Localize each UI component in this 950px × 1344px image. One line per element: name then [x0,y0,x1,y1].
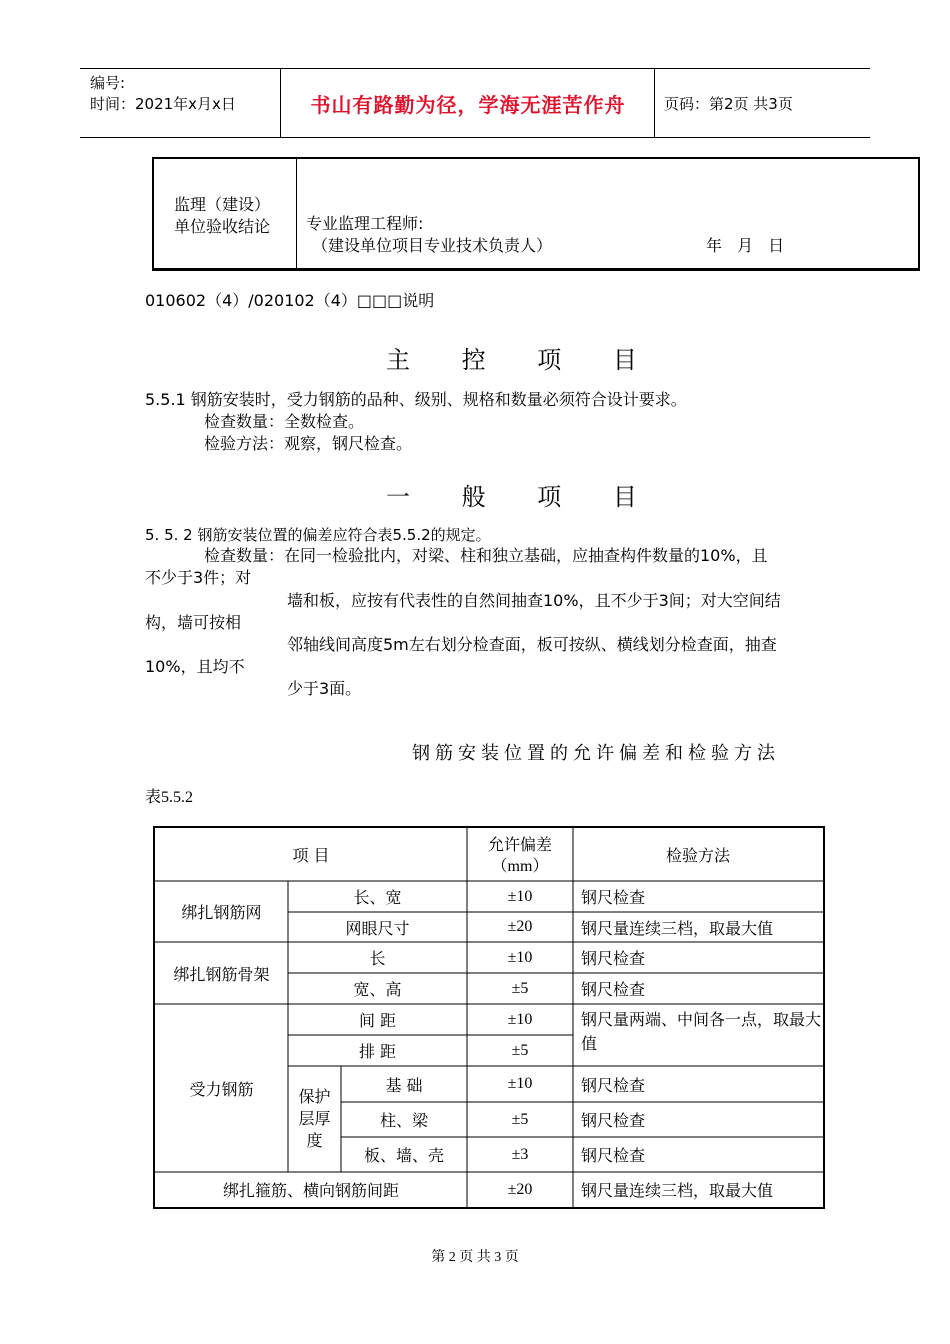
clause-552-line2: 墙和板，应按有代表性的自然间抽查10%，且不少于3间；对大空间结 [287,591,781,610]
clause-552-line3: 邻轴线间高度5m左右划分检查面，板可按纵、横线划分检查面，抽查 [287,635,777,654]
row-item: 宽、高 [353,980,402,999]
general-items-heading: 一 般 项 目 [386,483,659,511]
row-item: 网眼尺寸 [345,918,410,938]
row-method: 钢尺检查 [581,1111,646,1130]
table-ref: 表5.5.2 [145,789,194,806]
row-tolerance: ±10 [507,1010,533,1028]
row-item: 基 础 [385,1075,423,1095]
page-footer: 第 2 页 共 3 页 [431,1250,519,1265]
row-item: 长、宽 [353,888,402,907]
row-tolerance: ±5 [511,1110,529,1128]
clause-552-line1b: 不少于3件；对 [145,568,252,587]
row-item: 柱、梁 [379,1111,428,1130]
main-control-heading: 主 控 项 目 [386,346,659,374]
owner-label: （建设单位项目专业技术负责人） [312,236,553,255]
conclusion-label-line2: 单位验收结论 [174,217,271,236]
date-label: 年 月 日 [706,236,785,255]
row-method: 钢尺量两端、中间各一点，取最大值 [581,1010,822,1053]
table-title: 钢筋安装位置的允许偏差和检验方法 [412,743,780,764]
time-label: 时间：2021年x月x日 [90,95,236,113]
row-tolerance: ±10 [507,887,533,905]
row-item: 间 距 [358,1011,397,1030]
header-tolerance-unit: （mm） [491,858,549,875]
row-tolerance: ±5 [511,1041,529,1059]
header-tolerance-line1: 允许偏差 [487,835,552,854]
row-method: 钢尺检查 [581,1146,646,1165]
row-item: 排 距 [358,1042,397,1061]
header-tolerance [467,832,573,880]
row-tolerance: ±10 [507,1075,533,1092]
header-item: 项 目 [292,846,330,865]
acceptance-conclusion-box [152,157,920,271]
clause-551-method: 检验方法：观察，钢尺检查。 [204,434,413,453]
row-tolerance: ±20 [507,1180,533,1198]
cover-thickness-label: 保护层厚度 [298,1087,331,1150]
row-tolerance: ±5 [511,979,529,997]
conclusion-label-line1: 监理（建设） [174,195,271,214]
engineer-label: 专业监理工程师: [306,214,424,233]
group-main-rebar: 受力钢筋 [189,1079,254,1099]
row-tolerance: ±3 [511,1145,529,1163]
row-tolerance: ±10 [507,948,533,966]
clause-552-line1: 检查数量：在同一检验批内，对梁、柱和独立基础，应抽查构件数量的10%，且 [204,546,768,565]
clause-551-text: 5.5.1 钢筋安装时，受力钢筋的品种、级别、规格和数量必须符合设计要求。 [145,390,687,409]
clause-552-line3b: 10%，且均不 [145,657,245,676]
clause-552-text: 5. 5. 2 钢筋安装位置的偏差应符合表5.5.2的规定。 [145,526,491,544]
group-mesh: 绑扎钢筋网 [181,903,262,922]
row-method: 钢尺检查 [581,980,646,999]
row-method: 钢尺检查 [581,888,646,907]
page-header [80,68,870,138]
tolerance-table [153,826,825,1209]
row-item: 板、墙、壳 [363,1146,444,1165]
conclusion-label [174,194,270,238]
clause-552-line2b: 构，墙可按相 [145,613,242,632]
row-method: 钢尺量连续三档，取最大值 [581,918,774,938]
header-meta [90,73,236,115]
header-motto: 书山有路勤为径，学海无涯苦作舟 [310,92,626,117]
row-method: 钢尺检查 [581,1075,646,1095]
header-method: 检验方法 [665,846,730,865]
row-method: 钢尺量连续三档，取最大值 [581,1181,774,1200]
box-divider [296,159,297,268]
row-method: 钢尺检查 [581,949,646,968]
row-item: 长 [369,949,386,968]
row-item: 绑扎箍筋、横向钢筋间距 [222,1181,399,1200]
header-divider [280,69,281,137]
clause-551-qty: 检查数量：全数检查。 [204,412,365,431]
group-skeleton: 绑扎钢筋骨架 [173,964,270,984]
clause-552-line4: 少于3面。 [287,679,362,698]
header-page-info: 页码：第2页 共3页 [664,94,793,113]
serial-label: 编号: [90,74,126,92]
header-divider [654,69,655,137]
code-line: 010602（4）/020102（4）□□□说明 [145,291,435,310]
row-tolerance: ±20 [507,918,533,935]
